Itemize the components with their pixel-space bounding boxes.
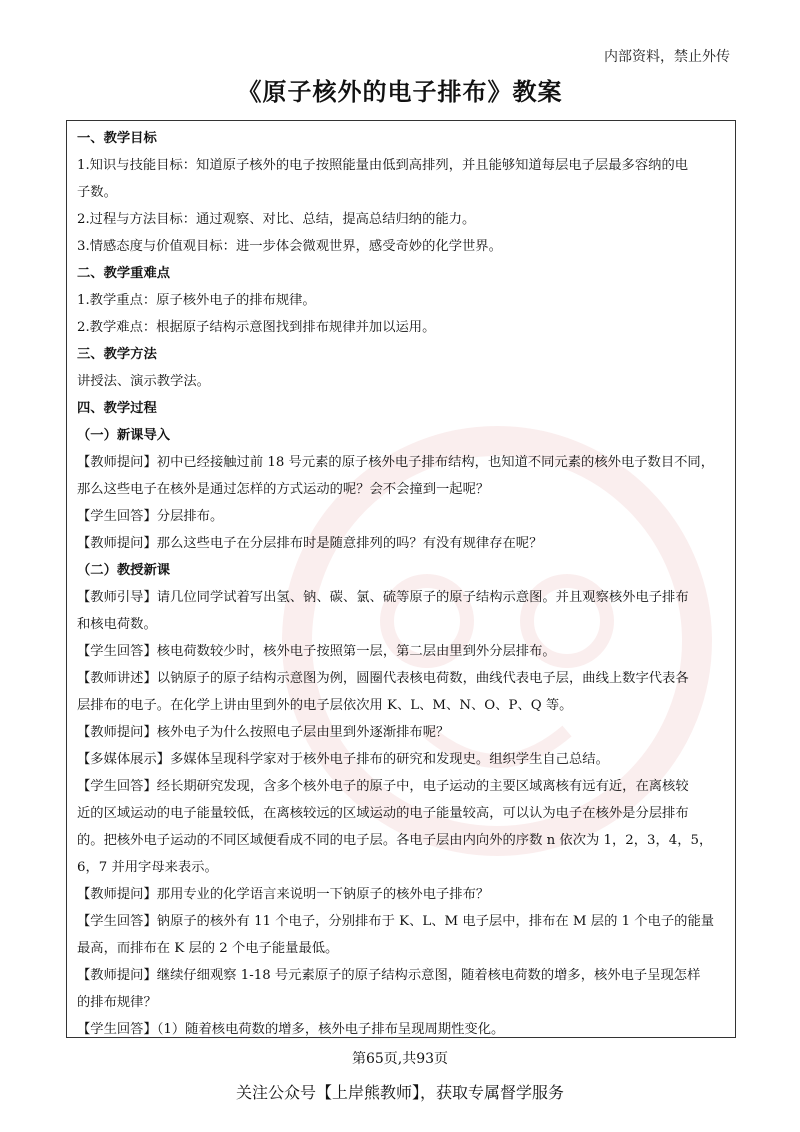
lesson-plan-table	[66, 120, 736, 1038]
dialogue-line: 【教师提问】继续仔细观察 1-18 号元素原子的原子结构示意图，随着核电荷数的增多，核外电子呈现怎样	[77, 968, 701, 983]
key-point-line: 2.教学难点：根据原子结构示意图找到排布规律并加以运用。	[77, 320, 436, 335]
objective-line: 3.情感态度与价值观目标：进一步体会微观世界，感受奇妙的化学世界。	[77, 239, 502, 254]
dialogue-line: 【学生回答】核电荷数较少时，核外电子按照第一层，第二层由里到外分层排布。	[77, 644, 556, 659]
dialogue-line: 和核电荷数。	[77, 617, 157, 632]
dialogue-line: 【教师提问】那么这些电子在分层排布时是随意排列的吗？有没有规律存在呢？	[77, 536, 543, 551]
dialogue-line: 近的区域运动的电子能量较低，在离核较远的区域运动的电子能量较高，可以认为电子在核外是分层排布	[77, 806, 689, 821]
dialogue-line: 【学生回答】（1）随着核电荷数的增多，核外电子排布呈现周期性变化。	[77, 1022, 505, 1037]
dialogue-line: 6，7 并用字母来表示。	[77, 860, 218, 875]
objective-line: 子数。	[77, 185, 117, 200]
dialogue-line: 【多媒体展示】多媒体呈现科学家对于核外电子排布的研究和发现史。组织学生自己总结。	[77, 752, 609, 767]
dialogue-line: 的排布规律？	[77, 995, 157, 1010]
page-title: 《原子核外的电子排布》教案	[237, 78, 563, 106]
section-heading-objectives: 一、教学目标	[77, 131, 157, 146]
dialogue-line: 最高，而排布在 K 层的 2 个电子能量最低。	[77, 941, 339, 956]
objective-line: 1.知识与技能目标：知道原子核外的电子按照能量由低到高排列，并且能够知道每层电子层最多容纳的电	[77, 158, 689, 173]
dialogue-line: 【教师提问】核外电子为什么按照电子层由里到外逐渐排布呢？	[77, 725, 450, 740]
dialogue-line: 那么这些电子在核外是通过怎样的方式运动的呢？会不会撞到一起呢？	[77, 482, 490, 497]
confidential-note: 内部资料，禁止外传	[604, 49, 730, 65]
dialogue-line: 的。把核外电子运动的不同区域便看成不同的电子层。各电子层由内向外的序数 n 依次为 1，2，3，4，5，	[77, 833, 713, 848]
section-heading-methods: 三、教学方法	[77, 347, 157, 362]
dialogue-line: 层排布的电子。在化学上讲由里到外的电子层依次用 K、L、M、N、O、P、Q 等。	[77, 698, 573, 713]
dialogue-line: 【学生回答】分层排布。	[77, 509, 224, 524]
dialogue-line: 【教师引导】请几位同学试着写出氢、钠、碳、氯、硫等原子的原子结构示意图。并且观察核外电子排布	[77, 590, 689, 605]
subsection-heading-new-lesson: （二）教授新课	[77, 563, 171, 578]
method-line: 讲授法、演示教学法。	[77, 374, 210, 389]
dialogue-line: 【学生回答】钠原子的核外有 11 个电子，分别排布于 K、L、M 电子层中，排布在 M 层的 1 个电子的能量	[77, 914, 715, 929]
dialogue-line: 【教师讲述】以钠原子的原子结构示意图为例，圆圈代表核电荷数，曲线代表电子层，曲线上数字代表各	[77, 671, 689, 686]
dialogue-line: 【学生回答】经长期研究发现，含多个核外电子的原子中，电子运动的主要区域离核有远有近，在离核较	[77, 779, 689, 794]
subsection-heading-intro: （一）新课导入	[77, 428, 171, 443]
dialogue-line: 【教师提问】那用专业的化学语言来说明一下钠原子的核外电子排布？	[77, 887, 490, 902]
section-heading-key-points: 二、教学重难点	[77, 266, 171, 281]
key-point-line: 1.教学重点：原子核外电子的排布规律。	[77, 293, 316, 308]
objective-line: 2.过程与方法目标：通过观察、对比、总结，提高总结归纳的能力。	[77, 212, 476, 227]
footer-promo-text: 关注公众号【上岸熊教师】，获取专属督学服务	[235, 1083, 564, 1102]
page-number: 第65页,共93页	[351, 1051, 449, 1067]
dialogue-line: 【教师提问】初中已经接触过前 18 号元素的原子核外电子排布结构，也知道不同元素的核外电子数目不同，	[77, 455, 715, 470]
section-heading-process: 四、教学过程	[77, 401, 157, 416]
